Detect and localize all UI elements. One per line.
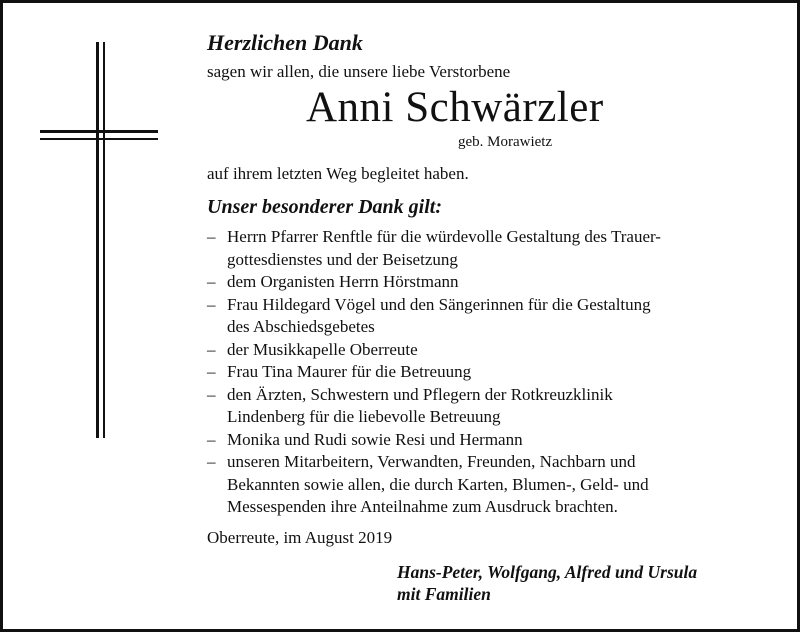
special-thanks-heading: Unser besonderer Dank gilt:: [207, 196, 443, 218]
signature-line-1: Hans-Peter, Wolfgang, Alfred und Ursula: [397, 562, 698, 582]
deceased-name: Anni Schwärzler: [306, 84, 604, 131]
heading-thanks: Herzlichen Dank: [207, 30, 363, 55]
after-name-text: auf ihrem letzten Weg begleitet haben.: [207, 164, 469, 183]
list-item: [207, 226, 661, 271]
list-item-text: den Ärzten, Schwestern und Pflegern der Rotkreuzklinik Lindenberg für die liebevolle Betreuung: [227, 384, 613, 426]
list-item-text: Frau Tina Maurer für die Betreuung: [227, 362, 472, 381]
list-item: [207, 361, 661, 384]
list-item: [207, 271, 661, 294]
list-item: [207, 294, 661, 339]
place-date: Oberreute, im August 2019: [207, 528, 393, 547]
list-item: [207, 451, 661, 519]
list-item-text: Herrn Pfarrer Renftle für die würdevolle Gestaltung des Trauer- gottesdienstes und der Beisetzung: [227, 227, 661, 269]
list-item-text: unseren Mitarbeitern, Verwandten, Freunden, Nachbarn und Bekannten sowie allen, die durch Karten, Blumen-, Geld- und Messespenden ihre Anteilnahme zum Ausdruck brachten.: [227, 452, 649, 516]
intro-text: sagen wir allen, die unsere liebe Verstorbene: [207, 62, 511, 81]
list-item-text: Frau Hildegard Vögel und den Sängerinnen für die Gestaltung des Abschiedsgebetes: [227, 294, 651, 336]
list-item: [207, 384, 661, 429]
list-item-text: dem Organisten Herrn Hörstmann: [227, 272, 459, 291]
list-item-text: der Musikkapelle Oberreute: [227, 339, 418, 359]
signature-line-2: mit Familien: [397, 584, 491, 604]
list-item: [207, 339, 661, 362]
maiden-name: geb. Morawietz: [458, 134, 553, 150]
thanks-list: [207, 226, 661, 519]
list-item: [207, 429, 661, 452]
list-item-text: Monika und Rudi sowie Resi und Hermann: [227, 429, 523, 449]
